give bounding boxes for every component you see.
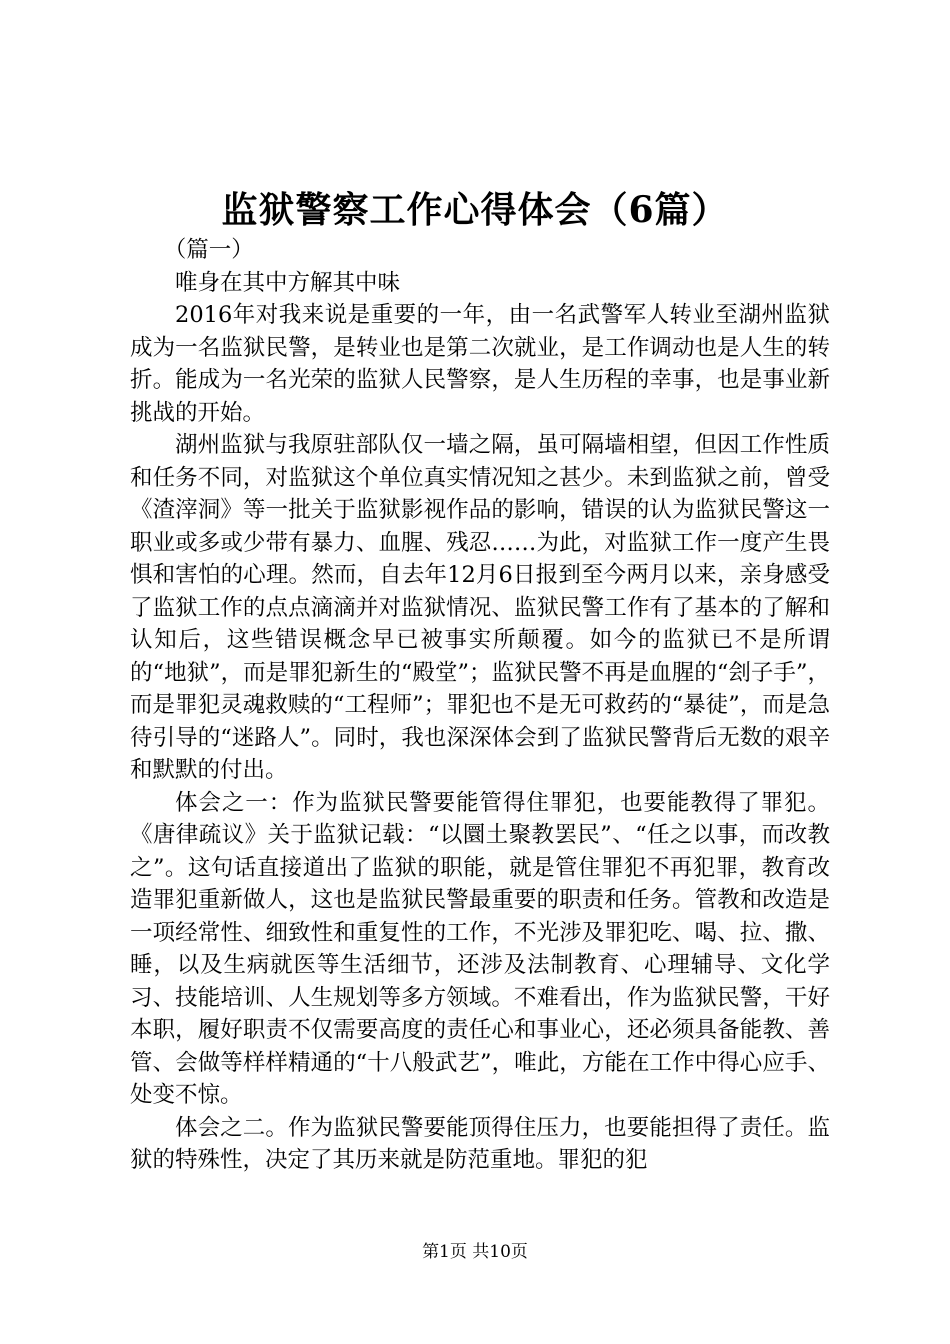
subtitle: 唯身在其中方解其中味	[175, 269, 401, 296]
paragraph: 体会之二。作为监狱民警要能顶得住压力，也要能担得了责任。监狱的特殊性，决定了其历来就是防范重地。罪犯的犯	[130, 1114, 830, 1173]
page-title: 监狱警察工作心得体会（6篇）	[221, 189, 729, 231]
section-label: （篇一）	[163, 237, 254, 263]
paragraph: 2016年对我来说是重要的一年，由一名武警军人转业至湖州监狱成为一名监狱民警，是转业也是第二次就业，是工作调动也是人生的转折。能成为一名光荣的监狱人民警察，是人生历程的幸事，也是事业新挑战的开始。	[130, 302, 830, 426]
document-body	[130, 234, 830, 1177]
page-footer: 第1页 共10页	[422, 1242, 528, 1262]
paragraph: 湖州监狱与我原驻部队仅一墙之隔，虽可隔墙相望，但因工作性质和任务不同，对监狱这个单位真实情况知之甚少。未到监狱之前，曾受《渣滓洞》等一批关于监狱影视作品的影响，错误的认为监狱民警这一职业或多或少带有暴力、血腥、残忍……为此，对监狱工作一度产生畏惧和害怕的心理。然而，自去年12月6日报到至今两月以来，亲身感受了监狱工作的点点滴滴并对监狱情况、监狱民警工作有了基本的了解和认知后，这些错误概念早已被事实所颠覆。如今的监狱已不是所谓的“地狱”，而是罪犯新生的“殿堂”；监狱民警不再是血腥的“刽子手”，而是罪犯灵魂救赎的“工程师”；罪犯也不是无可救药的“暴徒”，而是急待引导的“迷路人”。同时，我也深深体会到了监狱民警背后无数的艰辛和默默的付出。	[130, 432, 830, 783]
paragraph: 体会之一：作为监狱民警要能管得住罪犯，也要能教得了罪犯。《唐律疏议》关于监狱记载：“以圜土聚教罢民”、“任之以事，而改教之”。这句话直接道出了监狱的职能，就是管住罪犯不再犯罪，教育改造罪犯重新做人，这也是监狱民警最重要的职责和任务。管教和改造是一项经常性、细致性和重复性的工作，不光涉及罪犯吃、喝、拉、撒、睡，以及生病就医等生活细节，还涉及法制教育、心理辅导、文化学习、技能培训、人生规划等多方领域。不难看出，作为监狱民警，干好本职，履好职责不仅需要高度的责任心和事业心，还必须具备能教、善管、会做等样样精通的“十八般武艺”，唯此，方能在工作中得心应手、处变不惊。	[130, 789, 830, 1108]
